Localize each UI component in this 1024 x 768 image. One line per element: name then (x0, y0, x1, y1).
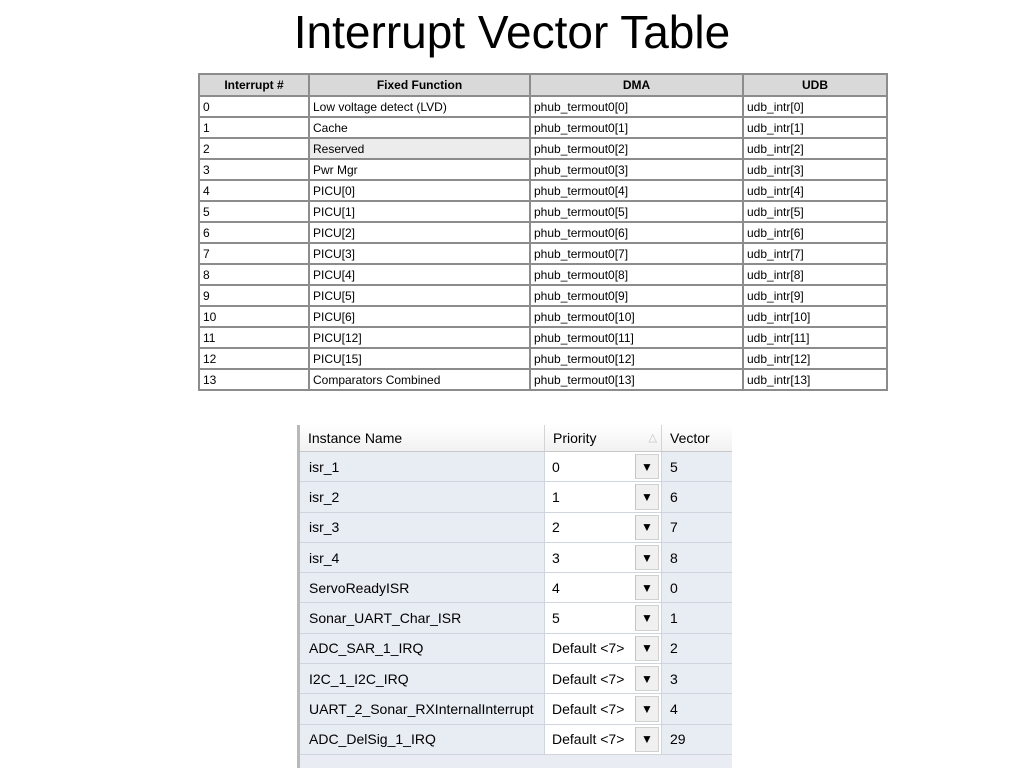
cell-fixed-function: PICU[0] (309, 180, 530, 201)
cell-fixed-function: PICU[3] (309, 243, 530, 264)
instance-name-cell: ADC_SAR_1_IRQ (300, 634, 545, 663)
priority-dropdown[interactable] (545, 634, 662, 663)
table-row (199, 159, 887, 180)
table-row (199, 222, 887, 243)
grid-row[interactable] (300, 513, 732, 543)
cell-dma: phub_termout0[13] (530, 369, 743, 390)
column-header-vector[interactable]: Vector (670, 430, 710, 446)
table-row (199, 201, 887, 222)
header-udb: UDB (743, 74, 887, 96)
table-row (199, 138, 887, 159)
priority-dropdown[interactable] (545, 573, 662, 602)
priority-value: Default <7> (552, 670, 625, 687)
dropdown-arrow-icon[interactable]: ▼ (635, 605, 659, 630)
cell-udb: udb_intr[0] (743, 96, 887, 117)
column-header-priority-label: Priority (553, 430, 597, 446)
cell-dma: phub_termout0[8] (530, 264, 743, 285)
table-row (199, 369, 887, 390)
cell-dma: phub_termout0[1] (530, 117, 743, 138)
grid-header (300, 425, 732, 452)
vector-cell: 7 (662, 513, 729, 542)
cell-interrupt-number: 9 (199, 285, 309, 306)
cell-fixed-function: PICU[4] (309, 264, 530, 285)
priority-value: 0 (552, 458, 560, 475)
vector-cell: 29 (662, 725, 729, 754)
vector-cell: 6 (662, 482, 729, 511)
priority-value: Default <7> (552, 640, 625, 657)
grid-row[interactable] (300, 603, 732, 633)
cell-fixed-function: PICU[6] (309, 306, 530, 327)
header-fixed-function: Fixed Function (309, 74, 530, 96)
cell-interrupt-number: 7 (199, 243, 309, 264)
cell-dma: phub_termout0[2] (530, 138, 743, 159)
dropdown-arrow-icon[interactable]: ▼ (635, 666, 659, 691)
table-row (199, 243, 887, 264)
cell-interrupt-number: 1 (199, 117, 309, 138)
grid-row[interactable] (300, 634, 732, 664)
priority-dropdown[interactable] (545, 513, 662, 542)
dropdown-arrow-icon[interactable]: ▼ (635, 636, 659, 661)
interrupt-priority-grid[interactable] (297, 425, 732, 768)
cell-udb: udb_intr[9] (743, 285, 887, 306)
grid-body (300, 452, 732, 755)
vector-cell: 3 (662, 664, 729, 693)
cell-fixed-function: Reserved (309, 138, 530, 159)
grid-row[interactable] (300, 725, 732, 755)
cell-udb: udb_intr[3] (743, 159, 887, 180)
grid-row[interactable] (300, 482, 732, 512)
cell-udb: udb_intr[11] (743, 327, 887, 348)
cell-udb: udb_intr[5] (743, 201, 887, 222)
priority-dropdown[interactable] (545, 543, 662, 572)
priority-value: 2 (552, 519, 560, 536)
priority-value: 1 (552, 488, 560, 505)
table-header-row (199, 74, 887, 96)
table-row (199, 327, 887, 348)
grid-row[interactable] (300, 452, 732, 482)
cell-fixed-function: PICU[2] (309, 222, 530, 243)
instance-name-cell: isr_1 (300, 452, 545, 481)
table-row (199, 306, 887, 327)
cell-dma: phub_termout0[7] (530, 243, 743, 264)
cell-udb: udb_intr[6] (743, 222, 887, 243)
instance-name-cell: isr_2 (300, 482, 545, 511)
vector-cell: 8 (662, 543, 729, 572)
cell-udb: udb_intr[7] (743, 243, 887, 264)
priority-value: Default <7> (552, 731, 625, 748)
cell-interrupt-number: 2 (199, 138, 309, 159)
dropdown-arrow-icon[interactable]: ▼ (635, 454, 659, 479)
header-dma: DMA (530, 74, 743, 96)
vector-cell: 0 (662, 573, 729, 602)
cell-interrupt-number: 13 (199, 369, 309, 390)
dropdown-arrow-icon[interactable]: ▼ (635, 696, 659, 721)
cell-dma: phub_termout0[0] (530, 96, 743, 117)
column-header-instance-name[interactable]: Instance Name (300, 425, 545, 451)
dropdown-arrow-icon[interactable]: ▼ (635, 515, 659, 540)
vector-cell: 2 (662, 634, 729, 663)
dropdown-arrow-icon[interactable]: ▼ (635, 575, 659, 600)
grid-row[interactable] (300, 543, 732, 573)
cell-udb: udb_intr[8] (743, 264, 887, 285)
cell-fixed-function: Low voltage detect (LVD) (309, 96, 530, 117)
table-row (199, 285, 887, 306)
slide-title: Interrupt Vector Table (293, 6, 731, 58)
cell-udb: udb_intr[10] (743, 306, 887, 327)
cell-interrupt-number: 5 (199, 201, 309, 222)
cell-udb: udb_intr[1] (743, 117, 887, 138)
priority-dropdown[interactable] (545, 725, 662, 754)
table-row (199, 348, 887, 369)
cell-fixed-function: PICU[5] (309, 285, 530, 306)
priority-dropdown[interactable] (545, 482, 662, 511)
grid-row[interactable] (300, 694, 732, 724)
instance-name-cell: isr_4 (300, 543, 545, 572)
cell-udb: udb_intr[4] (743, 180, 887, 201)
priority-dropdown[interactable] (545, 452, 662, 481)
instance-name-cell: I2C_1_I2C_IRQ (300, 664, 545, 693)
priority-value: Default <7> (552, 701, 625, 718)
cell-udb: udb_intr[13] (743, 369, 887, 390)
vector-cell: 5 (662, 452, 729, 481)
priority-value: 4 (552, 579, 560, 596)
cell-fixed-function: Cache (309, 117, 530, 138)
cell-fixed-function: PICU[1] (309, 201, 530, 222)
sort-ascending-icon[interactable]: △ (648, 432, 657, 444)
vector-cell: 4 (662, 694, 729, 723)
instance-name-cell: isr_3 (300, 513, 545, 542)
table-row (199, 180, 887, 201)
cell-interrupt-number: 4 (199, 180, 309, 201)
cell-interrupt-number: 8 (199, 264, 309, 285)
cell-dma: phub_termout0[11] (530, 327, 743, 348)
dropdown-arrow-icon[interactable]: ▼ (635, 727, 659, 752)
instance-name-cell: Sonar_UART_Char_ISR (300, 603, 545, 632)
vector-cell: 1 (662, 603, 729, 632)
table-row (199, 264, 887, 285)
cell-dma: phub_termout0[6] (530, 222, 743, 243)
cell-fixed-function: PICU[15] (309, 348, 530, 369)
cell-dma: phub_termout0[9] (530, 285, 743, 306)
priority-dropdown[interactable] (545, 664, 662, 693)
interrupt-vector-table (198, 73, 888, 391)
grid-row[interactable] (300, 664, 732, 694)
cell-fixed-function: Pwr Mgr (309, 159, 530, 180)
priority-dropdown[interactable] (545, 603, 662, 632)
dropdown-arrow-icon[interactable]: ▼ (635, 484, 659, 509)
column-header-priority[interactable] (545, 425, 662, 451)
cell-dma: phub_termout0[10] (530, 306, 743, 327)
table-row (199, 117, 887, 138)
instance-name-cell: UART_2_Sonar_RXInternalInterrupt (300, 694, 545, 723)
cell-interrupt-number: 11 (199, 327, 309, 348)
cell-fixed-function: Comparators Combined (309, 369, 530, 390)
cell-fixed-function: PICU[12] (309, 327, 530, 348)
cell-interrupt-number: 6 (199, 222, 309, 243)
cell-dma: phub_termout0[5] (530, 201, 743, 222)
cell-interrupt-number: 3 (199, 159, 309, 180)
instance-name-cell: ServoReadyISR (300, 573, 545, 602)
table-row (199, 96, 887, 117)
priority-value: 3 (552, 549, 560, 566)
table-body (199, 96, 887, 390)
cell-udb: udb_intr[12] (743, 348, 887, 369)
priority-value: 5 (552, 610, 560, 627)
header-interrupt-number: Interrupt # (199, 74, 309, 96)
cell-dma: phub_termout0[4] (530, 180, 743, 201)
dropdown-arrow-icon[interactable]: ▼ (635, 545, 659, 570)
grid-row[interactable] (300, 573, 732, 603)
cell-interrupt-number: 10 (199, 306, 309, 327)
cell-dma: phub_termout0[12] (530, 348, 743, 369)
cell-dma: phub_termout0[3] (530, 159, 743, 180)
cell-interrupt-number: 12 (199, 348, 309, 369)
priority-dropdown[interactable] (545, 694, 662, 723)
instance-name-cell: ADC_DelSig_1_IRQ (300, 725, 545, 754)
cell-interrupt-number: 0 (199, 96, 309, 117)
cell-udb: udb_intr[2] (743, 138, 887, 159)
